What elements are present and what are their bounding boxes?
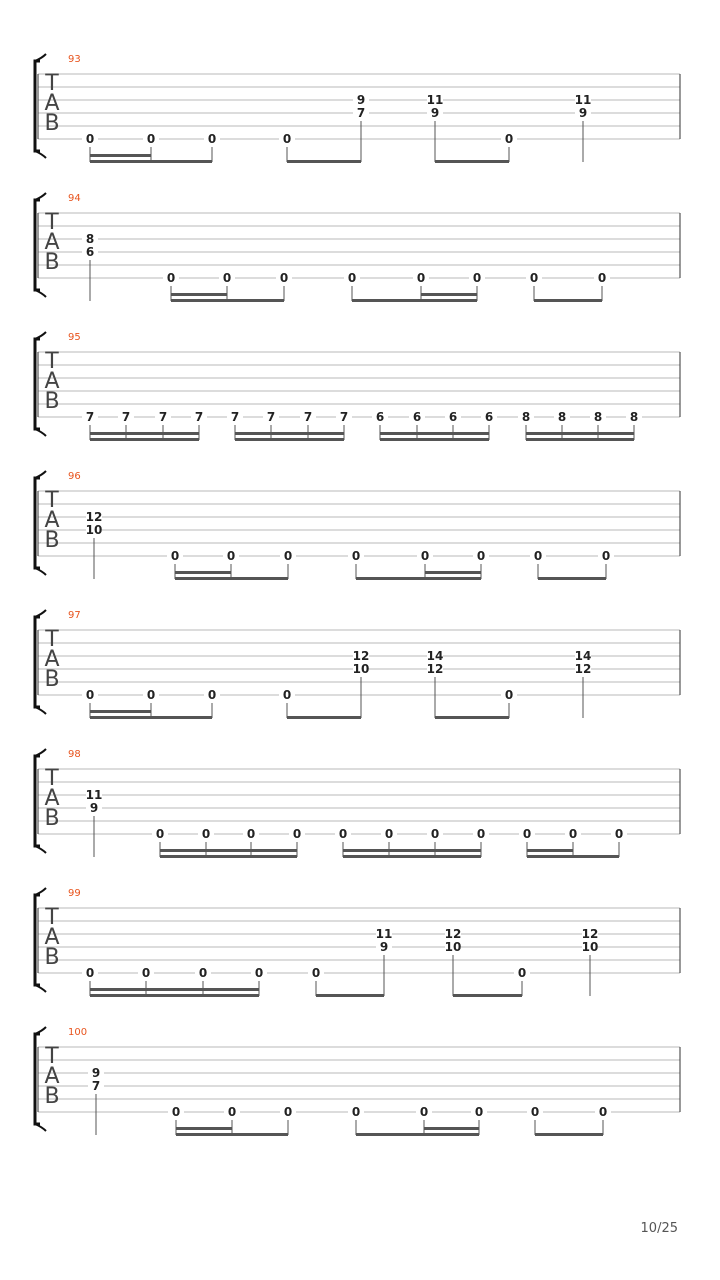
fret-number: 0 — [170, 549, 180, 563]
measure-number: 96 — [68, 471, 81, 482]
fret-number: 7 — [85, 410, 95, 424]
fret-number: 8 — [629, 410, 639, 424]
secondary-beam — [90, 710, 151, 713]
tab-clef-letter: B — [44, 250, 60, 275]
fret-number: 0 — [504, 132, 514, 146]
bracket-hook — [35, 888, 46, 895]
fret-number: 0 — [141, 966, 151, 980]
measure-number: 93 — [68, 54, 81, 65]
fret-number: 0 — [207, 132, 217, 146]
fret-number: 0 — [522, 827, 532, 841]
fret-number: 12 — [444, 927, 462, 941]
fret-number: 9 — [356, 93, 366, 107]
fret-number: 0 — [416, 271, 426, 285]
fret-number: 0 — [226, 549, 236, 563]
bracket-hook — [35, 193, 46, 200]
fret-number: 0 — [283, 549, 293, 563]
fret-number: 0 — [351, 549, 361, 563]
fret-number: 9 — [430, 106, 440, 120]
fret-number: 0 — [347, 271, 357, 285]
measure-number: 99 — [68, 888, 81, 899]
fret-number: 12 — [574, 662, 592, 676]
fret-number: 10 — [352, 662, 370, 676]
fret-number: 0 — [85, 966, 95, 980]
fret-number: 9 — [91, 1066, 101, 1080]
fret-number: 0 — [85, 688, 95, 702]
tab-clef-letter: B — [44, 945, 60, 970]
fret-number: 0 — [472, 271, 482, 285]
measure-number: 94 — [68, 193, 81, 204]
fret-number: 0 — [146, 688, 156, 702]
bracket-hook — [35, 610, 46, 617]
fret-number: 0 — [420, 549, 430, 563]
beam — [526, 438, 634, 441]
fret-number: 0 — [568, 827, 578, 841]
tab-clef-letter: A — [44, 786, 60, 811]
fret-number: 11 — [426, 93, 444, 107]
fret-number: 8 — [521, 410, 531, 424]
bracket-hook — [35, 290, 46, 297]
bracket-hook — [35, 846, 46, 853]
secondary-beam — [527, 849, 573, 852]
fret-number: 12 — [85, 510, 103, 524]
secondary-beam — [90, 432, 199, 435]
tab-clef-letter: T — [45, 210, 59, 235]
beam — [90, 160, 212, 163]
bracket-hook — [35, 749, 46, 756]
bracket-hook — [35, 429, 46, 436]
fret-number: 0 — [201, 827, 211, 841]
measure-number: 100 — [68, 1027, 88, 1038]
beam — [343, 855, 481, 858]
fret-number: 11 — [574, 93, 592, 107]
fret-number: 0 — [311, 966, 321, 980]
fret-number: 0 — [430, 827, 440, 841]
tab-clef-letter: B — [44, 806, 60, 831]
secondary-beam — [421, 293, 477, 296]
measure-number: 97 — [68, 610, 81, 621]
fret-number: 12 — [581, 927, 599, 941]
fret-number: 0 — [419, 1105, 429, 1119]
beam — [380, 438, 489, 441]
beam — [435, 160, 509, 163]
fret-number: 0 — [171, 1105, 181, 1119]
secondary-beam — [425, 571, 481, 574]
fret-number: 0 — [476, 827, 486, 841]
beam — [534, 299, 602, 302]
fret-number: 0 — [384, 827, 394, 841]
tab-clef-letter: T — [45, 349, 59, 374]
fret-number: 9 — [379, 940, 389, 954]
secondary-beam — [424, 1127, 479, 1130]
bracket-hook — [35, 568, 46, 575]
tab-clef-letter: A — [44, 230, 60, 255]
fret-number: 7 — [91, 1079, 101, 1093]
fret-number: 14 — [426, 649, 444, 663]
fret-number: 0 — [338, 827, 348, 841]
fret-number: 7 — [121, 410, 131, 424]
fret-number: 6 — [85, 245, 95, 259]
fret-number: 7 — [230, 410, 240, 424]
fret-number: 8 — [85, 232, 95, 246]
tab-clef-letter: B — [44, 667, 60, 692]
fret-number: 0 — [283, 1105, 293, 1119]
tab-clef-letter: A — [44, 925, 60, 950]
fret-number: 0 — [533, 549, 543, 563]
fret-number: 0 — [282, 688, 292, 702]
fret-number: 0 — [85, 132, 95, 146]
secondary-beam — [90, 154, 151, 157]
fret-number: 7 — [266, 410, 276, 424]
tab-clef-letter: A — [44, 1064, 60, 1089]
bracket-hook — [35, 151, 46, 158]
bracket-hook — [35, 332, 46, 339]
beam — [160, 855, 297, 858]
fret-number: 6 — [484, 410, 494, 424]
fret-number: 0 — [246, 827, 256, 841]
tab-clef-letter: T — [45, 627, 59, 652]
fret-number: 8 — [593, 410, 603, 424]
fret-number: 0 — [279, 271, 289, 285]
measure-number: 98 — [68, 749, 81, 760]
fret-number: 0 — [198, 966, 208, 980]
beam — [453, 994, 522, 997]
fret-number: 0 — [207, 688, 217, 702]
measure-number: 95 — [68, 332, 81, 343]
fret-number: 0 — [529, 271, 539, 285]
fret-number: 9 — [578, 106, 588, 120]
beam — [235, 438, 344, 441]
fret-number: 7 — [194, 410, 204, 424]
fret-number: 0 — [598, 1105, 608, 1119]
bracket-hook — [35, 1124, 46, 1131]
page-number: 10/25 — [640, 1221, 678, 1236]
tab-clef-letter: B — [44, 111, 60, 136]
fret-number: 10 — [444, 940, 462, 954]
fret-number: 0 — [597, 271, 607, 285]
secondary-beam — [160, 849, 297, 852]
fret-number: 12 — [426, 662, 444, 676]
fret-number: 0 — [282, 132, 292, 146]
fret-number: 0 — [530, 1105, 540, 1119]
fret-number: 0 — [504, 688, 514, 702]
beam — [316, 994, 384, 997]
fret-number: 14 — [574, 649, 592, 663]
fret-number: 0 — [146, 132, 156, 146]
beam — [435, 716, 509, 719]
secondary-beam — [171, 293, 227, 296]
fret-number: 0 — [227, 1105, 237, 1119]
tab-clef-letter: A — [44, 91, 60, 116]
fret-number: 7 — [303, 410, 313, 424]
secondary-beam — [235, 432, 344, 435]
bracket-hook — [35, 985, 46, 992]
tab-clef-letter: B — [44, 528, 60, 553]
fret-number: 0 — [222, 271, 232, 285]
fret-number: 0 — [614, 827, 624, 841]
tab-clef-letter: B — [44, 1084, 60, 1109]
beam — [538, 577, 606, 580]
fret-number: 0 — [517, 966, 527, 980]
tab-clef-letter: B — [44, 389, 60, 414]
beam — [90, 716, 212, 719]
beam — [90, 438, 199, 441]
fret-number: 9 — [89, 801, 99, 815]
bracket-hook — [35, 1027, 46, 1034]
tab-clef-letter: A — [44, 508, 60, 533]
tab-clef-letter: T — [45, 905, 59, 930]
fret-number: 10 — [85, 523, 103, 537]
fret-number: 7 — [356, 106, 366, 120]
beam — [90, 994, 259, 997]
fret-number: 0 — [601, 549, 611, 563]
fret-number: 10 — [581, 940, 599, 954]
fret-number: 6 — [412, 410, 422, 424]
fret-number: 6 — [375, 410, 385, 424]
bracket-hook — [35, 707, 46, 714]
beam — [287, 160, 361, 163]
beam — [175, 577, 288, 580]
secondary-beam — [343, 849, 481, 852]
secondary-beam — [526, 432, 634, 435]
beam — [171, 299, 284, 302]
fret-number: 0 — [474, 1105, 484, 1119]
tab-clef-letter: T — [45, 1044, 59, 1069]
beam — [176, 1133, 288, 1136]
secondary-beam — [176, 1127, 232, 1130]
fret-number: 0 — [166, 271, 176, 285]
beam — [535, 1133, 603, 1136]
fret-number: 8 — [557, 410, 567, 424]
tab-clef-letter: T — [45, 766, 59, 791]
beam — [356, 1133, 479, 1136]
beam — [352, 299, 477, 302]
secondary-beam — [175, 571, 231, 574]
fret-number: 0 — [476, 549, 486, 563]
bracket-hook — [35, 471, 46, 478]
tab-clef-letter: A — [44, 647, 60, 672]
fret-number: 7 — [339, 410, 349, 424]
tab-clef-letter: T — [45, 488, 59, 513]
fret-number: 0 — [254, 966, 264, 980]
fret-number: 11 — [375, 927, 393, 941]
fret-number: 7 — [158, 410, 168, 424]
secondary-beam — [380, 432, 489, 435]
fret-number: 0 — [155, 827, 165, 841]
secondary-beam — [90, 988, 259, 991]
fret-number: 0 — [292, 827, 302, 841]
fret-number: 11 — [85, 788, 103, 802]
beam — [356, 577, 481, 580]
tab-clef-letter: T — [45, 71, 59, 96]
tab-clef-letter: A — [44, 369, 60, 394]
bracket-hook — [35, 54, 46, 61]
fret-number: 12 — [352, 649, 370, 663]
fret-number: 6 — [448, 410, 458, 424]
fret-number: 0 — [351, 1105, 361, 1119]
beam — [287, 716, 361, 719]
beam — [527, 855, 619, 858]
